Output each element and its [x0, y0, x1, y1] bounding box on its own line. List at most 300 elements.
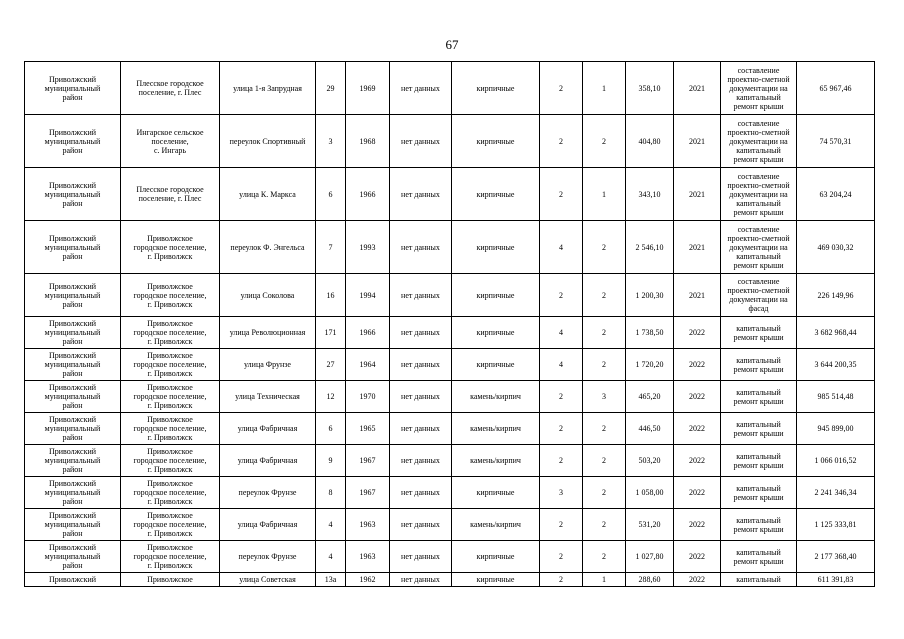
floors-cell [540, 445, 583, 477]
wall-material-cell-text: камень/кирпич [470, 456, 521, 465]
plan-year-cell-text: 2022 [689, 520, 705, 529]
cost-cell-text: 3 644 200,35 [814, 360, 857, 369]
settlement-cell-text: Плесское городское поселение, г. Плес [136, 79, 204, 97]
wall-material-cell [452, 349, 540, 381]
floors-cell-text: 4 [559, 328, 563, 337]
street-cell [220, 573, 316, 587]
entrances-cell [583, 115, 626, 168]
entrances-cell-text: 1 [602, 575, 606, 584]
area-cell [626, 62, 674, 115]
house-number-cell-text: 27 [326, 360, 335, 369]
plan-year-cell [674, 168, 721, 221]
settlement-cell [121, 62, 220, 115]
floors-cell-text: 2 [559, 575, 563, 584]
other-year-cell [390, 168, 452, 221]
work-type-cell [721, 317, 797, 349]
street-cell-text: улица Революционная [229, 328, 306, 337]
plan-year-cell-text: 2022 [689, 552, 705, 561]
plan-year-cell [674, 62, 721, 115]
house-number-cell-text: 4 [328, 520, 333, 529]
table-row [25, 413, 875, 445]
street-cell-text: улица Фабричная [237, 456, 298, 465]
floors-cell-text: 2 [559, 456, 563, 465]
area-cell [626, 541, 674, 573]
work-type-cell [721, 477, 797, 509]
wall-material-cell [452, 573, 540, 587]
settlement-cell-text: Приволжское городское поселение, г. Приволжск [133, 479, 207, 506]
entrances-cell-text: 2 [602, 424, 606, 433]
entrances-cell-text: 1 [602, 83, 606, 93]
build-year-cell [346, 445, 390, 477]
house-number-cell [316, 168, 346, 221]
wall-material-cell-text: кирпичные [476, 242, 515, 252]
street-cell [220, 509, 316, 541]
wall-material-cell [452, 413, 540, 445]
entrances-cell-text: 2 [602, 456, 606, 465]
area-cell [626, 573, 674, 587]
street-cell [220, 221, 316, 274]
entrances-cell [583, 317, 626, 349]
floors-cell-text: 2 [559, 424, 563, 433]
entrances-cell [583, 573, 626, 587]
other-year-cell [390, 274, 452, 317]
area-cell-text: 531,20 [638, 520, 661, 529]
build-year-cell [346, 381, 390, 413]
house-number-cell-text: 4 [328, 552, 333, 561]
entrances-cell [583, 62, 626, 115]
district-cell-text: Приволжский муниципальный район [44, 479, 101, 506]
district-cell-text: Приволжский муниципальный район [44, 511, 101, 538]
cost-cell-text: 2 177 368,40 [814, 552, 857, 561]
settlement-cell [121, 573, 220, 587]
area-cell-text: 2 546,10 [635, 242, 664, 252]
work-type-cell-text: капитальный ремонт крыши [733, 419, 784, 438]
district-cell [25, 413, 121, 445]
wall-material-cell [452, 541, 540, 573]
floors-cell-text: 2 [559, 290, 563, 300]
build-year-cell-text: 1963 [359, 552, 376, 561]
wall-material-cell [452, 509, 540, 541]
floors-cell-text: 2 [559, 552, 563, 561]
cost-cell-text: 1 066 016,52 [814, 456, 857, 465]
district-cell [25, 381, 121, 413]
house-number-cell-text: 3 [328, 136, 333, 146]
cost-cell-text: 469 030,32 [817, 242, 854, 252]
table-row [25, 509, 875, 541]
table-row [25, 445, 875, 477]
house-number-cell-text: 12 [326, 392, 335, 401]
settlement-cell-text: Плесское городское поселение, г. Плес [136, 185, 204, 203]
table-row [25, 168, 875, 221]
other-year-cell-text: нет данных [401, 290, 440, 300]
settlement-cell-text: Ингарское сельское поселение, с. Ингарь [136, 127, 204, 155]
house-number-cell [316, 445, 346, 477]
build-year-cell-text: 1967 [359, 488, 376, 497]
street-cell-text: улица Соколова [240, 290, 295, 300]
house-number-cell [316, 413, 346, 445]
area-cell-text: 404,80 [638, 136, 661, 146]
settlement-cell-text: Приволжское городское поселение, г. Приволжск [133, 383, 207, 410]
floors-cell-text: 4 [559, 242, 563, 252]
street-cell-text: улица Фрунзе [244, 360, 291, 369]
settlement-cell-text: Приволжское городское поселение, г. Приволжск [133, 281, 207, 309]
floors-cell [540, 168, 583, 221]
street-cell-text: улица Фабричная [237, 520, 298, 529]
floors-cell [540, 221, 583, 274]
housing-repair-table [24, 61, 875, 587]
house-number-cell-text: 16 [326, 290, 335, 300]
district-cell [25, 221, 121, 274]
wall-material-cell-text: кирпичные [476, 552, 515, 561]
house-number-cell [316, 62, 346, 115]
cost-cell-text: 1 125 333,81 [814, 520, 857, 529]
other-year-cell [390, 477, 452, 509]
other-year-cell [390, 62, 452, 115]
other-year-cell-text: нет данных [401, 552, 440, 561]
street-cell-text: улица Советская [239, 575, 296, 584]
floors-cell [540, 509, 583, 541]
plan-year-cell [674, 274, 721, 317]
wall-material-cell [452, 381, 540, 413]
wall-material-cell-text: кирпичные [476, 290, 515, 300]
work-type-cell [721, 509, 797, 541]
street-cell [220, 413, 316, 445]
work-type-cell-text: составление проектно-сметной документации на фасад [727, 277, 790, 313]
other-year-cell-text: нет данных [401, 328, 440, 337]
entrances-cell-text: 2 [602, 552, 606, 561]
settlement-cell-text: Приволжское городское поселение, г. Приволжск [133, 543, 207, 570]
other-year-cell-text: нет данных [401, 575, 440, 584]
plan-year-cell [674, 541, 721, 573]
other-year-cell [390, 541, 452, 573]
floors-cell [540, 274, 583, 317]
house-number-cell-text: 8 [328, 488, 333, 497]
district-cell [25, 573, 121, 587]
street-cell-text: улица К. Маркса [239, 189, 296, 199]
other-year-cell [390, 509, 452, 541]
settlement-cell-text: Приволжское городское поселение, г. Приволжск [133, 351, 207, 378]
plan-year-cell [674, 477, 721, 509]
settlement-cell-text: Приволжское [147, 575, 193, 584]
other-year-cell-text: нет данных [401, 520, 440, 529]
plan-year-cell-text: 2021 [689, 136, 705, 146]
plan-year-cell [674, 349, 721, 381]
settlement-cell [121, 445, 220, 477]
floors-cell-text: 3 [559, 488, 563, 497]
entrances-cell [583, 477, 626, 509]
build-year-cell [346, 413, 390, 445]
other-year-cell [390, 381, 452, 413]
plan-year-cell-text: 2022 [689, 360, 705, 369]
cost-cell-text: 74 570,31 [819, 136, 852, 146]
district-cell [25, 62, 121, 115]
area-cell-text: 1 200,30 [635, 290, 664, 300]
cost-cell [797, 413, 875, 445]
cost-cell [797, 115, 875, 168]
build-year-cell-text: 1993 [359, 242, 376, 252]
plan-year-cell-text: 2022 [689, 456, 705, 465]
entrances-cell-text: 3 [602, 392, 606, 401]
cost-cell [797, 541, 875, 573]
cost-cell [797, 477, 875, 509]
table-row [25, 477, 875, 509]
house-number-cell-text: 9 [328, 456, 333, 465]
entrances-cell [583, 445, 626, 477]
build-year-cell [346, 509, 390, 541]
floors-cell [540, 541, 583, 573]
district-cell-text: Приволжский муниципальный район [44, 383, 101, 410]
entrances-cell [583, 349, 626, 381]
build-year-cell [346, 168, 390, 221]
settlement-cell-text: Приволжское городское поселение, г. Приволжск [133, 319, 207, 346]
work-type-cell [721, 115, 797, 168]
settlement-cell [121, 115, 220, 168]
work-type-cell [721, 445, 797, 477]
wall-material-cell [452, 317, 540, 349]
house-number-cell [316, 317, 346, 349]
district-cell-text: Приволжский муниципальный район [44, 319, 101, 346]
entrances-cell-text: 1 [602, 189, 606, 199]
district-cell [25, 274, 121, 317]
entrances-cell [583, 413, 626, 445]
house-number-cell-text: 7 [328, 242, 333, 252]
work-type-cell-text: капитальный ремонт крыши [733, 515, 784, 534]
cost-cell-text: 3 682 968,44 [814, 328, 857, 337]
wall-material-cell-text: камень/кирпич [470, 424, 521, 433]
floors-cell [540, 381, 583, 413]
plan-year-cell [674, 445, 721, 477]
district-cell [25, 115, 121, 168]
cost-cell [797, 221, 875, 274]
wall-material-cell-text: кирпичные [476, 360, 515, 369]
street-cell [220, 381, 316, 413]
table-row [25, 115, 875, 168]
district-cell [25, 349, 121, 381]
other-year-cell-text: нет данных [401, 456, 440, 465]
settlement-cell [121, 221, 220, 274]
street-cell [220, 274, 316, 317]
wall-material-cell [452, 274, 540, 317]
entrances-cell [583, 509, 626, 541]
build-year-cell [346, 317, 390, 349]
build-year-cell-text: 1966 [359, 189, 376, 199]
area-cell-text: 446,50 [638, 424, 661, 433]
street-cell-text: переулок Фрунзе [238, 488, 297, 497]
build-year-cell-text: 1965 [359, 424, 376, 433]
district-cell-text: Приволжский муниципальный район [44, 543, 101, 570]
wall-material-cell-text: кирпичные [476, 83, 515, 93]
cost-cell [797, 573, 875, 587]
street-cell-text: улица 1-я Запрудная [233, 83, 302, 93]
other-year-cell-text: нет данных [401, 242, 440, 252]
area-cell [626, 381, 674, 413]
work-type-cell [721, 541, 797, 573]
other-year-cell [390, 349, 452, 381]
build-year-cell-text: 1967 [359, 456, 376, 465]
other-year-cell [390, 573, 452, 587]
plan-year-cell-text: 2022 [689, 424, 705, 433]
street-cell [220, 477, 316, 509]
settlement-cell [121, 274, 220, 317]
work-type-cell [721, 349, 797, 381]
district-cell-text: Приволжский муниципальный район [44, 415, 101, 442]
area-cell [626, 221, 674, 274]
house-number-cell [316, 274, 346, 317]
build-year-cell [346, 573, 390, 587]
build-year-cell-text: 1968 [359, 136, 376, 146]
floors-cell-text: 2 [559, 392, 563, 401]
plan-year-cell [674, 115, 721, 168]
house-number-cell [316, 349, 346, 381]
wall-material-cell-text: кирпичные [476, 575, 515, 584]
work-type-cell-text: составление проектно-сметной документации на капитальный ремонт крыши [727, 65, 790, 111]
district-cell-text: Приволжский муниципальный район [44, 447, 101, 474]
settlement-cell [121, 541, 220, 573]
work-type-cell [721, 381, 797, 413]
area-cell-text: 465,20 [638, 392, 661, 401]
plan-year-cell-text: 2021 [689, 83, 705, 93]
entrances-cell-text: 2 [602, 488, 606, 497]
work-type-cell [721, 413, 797, 445]
floors-cell-text: 2 [559, 189, 563, 199]
table-row [25, 541, 875, 573]
cost-cell-text: 2 241 346,34 [814, 488, 857, 497]
plan-year-cell [674, 573, 721, 587]
build-year-cell [346, 541, 390, 573]
district-cell [25, 168, 121, 221]
entrances-cell-text: 2 [602, 360, 606, 369]
other-year-cell [390, 317, 452, 349]
cost-cell [797, 317, 875, 349]
wall-material-cell [452, 168, 540, 221]
house-number-cell [316, 573, 346, 587]
cost-cell [797, 445, 875, 477]
entrances-cell [583, 168, 626, 221]
wall-material-cell-text: камень/кирпич [470, 520, 521, 529]
floors-cell [540, 317, 583, 349]
build-year-cell-text: 1962 [359, 575, 376, 584]
street-cell-text: улица Фабричная [237, 424, 298, 433]
plan-year-cell-text: 2022 [689, 575, 705, 584]
cost-cell-text: 65 967,46 [819, 83, 852, 93]
other-year-cell [390, 221, 452, 274]
floors-cell [540, 413, 583, 445]
work-type-cell-text: капитальный ремонт крыши [733, 547, 784, 566]
other-year-cell-text: нет данных [401, 83, 440, 93]
other-year-cell-text: нет данных [401, 392, 440, 401]
entrances-cell-text: 2 [602, 136, 606, 146]
floors-cell-text: 2 [559, 83, 563, 93]
street-cell [220, 349, 316, 381]
build-year-cell-text: 1969 [359, 83, 376, 93]
plan-year-cell [674, 509, 721, 541]
plan-year-cell [674, 413, 721, 445]
build-year-cell-text: 1994 [359, 290, 376, 300]
entrances-cell [583, 381, 626, 413]
district-cell [25, 317, 121, 349]
area-cell [626, 477, 674, 509]
settlement-cell [121, 413, 220, 445]
wall-material-cell-text: кирпичные [476, 328, 515, 337]
other-year-cell [390, 445, 452, 477]
floors-cell-text: 4 [559, 360, 563, 369]
settlement-cell-text: Приволжское городское поселение, г. Приволжск [133, 415, 207, 442]
plan-year-cell-text: 2021 [689, 242, 705, 252]
area-cell [626, 349, 674, 381]
build-year-cell-text: 1963 [359, 520, 376, 529]
floors-cell-text: 2 [559, 136, 563, 146]
area-cell [626, 168, 674, 221]
settlement-cell-text: Приволжское городское поселение, г. Приволжск [133, 233, 207, 261]
street-cell [220, 541, 316, 573]
area-cell-text: 358,10 [638, 83, 661, 93]
area-cell-text: 288,60 [638, 575, 661, 584]
settlement-cell-text: Приволжское городское поселение, г. Приволжск [133, 447, 207, 474]
settlement-cell [121, 349, 220, 381]
other-year-cell [390, 115, 452, 168]
build-year-cell [346, 115, 390, 168]
house-number-cell [316, 115, 346, 168]
build-year-cell [346, 221, 390, 274]
area-cell-text: 343,10 [638, 189, 661, 199]
plan-year-cell-text: 2021 [689, 189, 705, 199]
district-cell [25, 477, 121, 509]
wall-material-cell [452, 221, 540, 274]
table-row [25, 62, 875, 115]
work-type-cell [721, 274, 797, 317]
wall-material-cell-text: кирпичные [476, 488, 515, 497]
table-row [25, 381, 875, 413]
house-number-cell [316, 477, 346, 509]
table-row [25, 317, 875, 349]
district-cell [25, 445, 121, 477]
entrances-cell-text: 2 [602, 242, 606, 252]
district-cell-text: Приволжский муниципальный район [44, 127, 101, 155]
work-type-cell-text: составление проектно-сметной документации на капитальный ремонт крыши [727, 118, 790, 164]
build-year-cell [346, 274, 390, 317]
street-cell [220, 317, 316, 349]
district-cell [25, 509, 121, 541]
district-cell-text: Приволжский муниципальный район [44, 74, 101, 102]
work-type-cell-text: капитальный ремонт крыши [733, 483, 784, 502]
build-year-cell-text: 1966 [359, 328, 376, 337]
other-year-cell-text: нет данных [401, 488, 440, 497]
entrances-cell-text: 2 [602, 290, 606, 300]
plan-year-cell [674, 381, 721, 413]
floors-cell [540, 477, 583, 509]
work-type-cell-text: капитальный [736, 575, 781, 584]
settlement-cell [121, 477, 220, 509]
floors-cell [540, 62, 583, 115]
work-type-cell-text: составление проектно-сметной документации на капитальный ремонт крыши [727, 171, 790, 217]
work-type-cell-text: капитальный ремонт крыши [733, 323, 784, 342]
plan-year-cell-text: 2022 [689, 488, 705, 497]
build-year-cell [346, 62, 390, 115]
work-type-cell-text: капитальный ремонт крыши [733, 355, 784, 374]
cost-cell [797, 349, 875, 381]
other-year-cell-text: нет данных [401, 424, 440, 433]
work-type-cell-text: составление проектно-сметной документации на капитальный ремонт крыши [727, 224, 790, 270]
build-year-cell [346, 349, 390, 381]
area-cell [626, 445, 674, 477]
house-number-cell-text: 29 [326, 83, 335, 93]
other-year-cell-text: нет данных [401, 360, 440, 369]
wall-material-cell-text: камень/кирпич [470, 392, 521, 401]
district-cell-text: Приволжский муниципальный район [44, 351, 101, 378]
settlement-cell [121, 381, 220, 413]
cost-cell [797, 381, 875, 413]
entrances-cell [583, 541, 626, 573]
